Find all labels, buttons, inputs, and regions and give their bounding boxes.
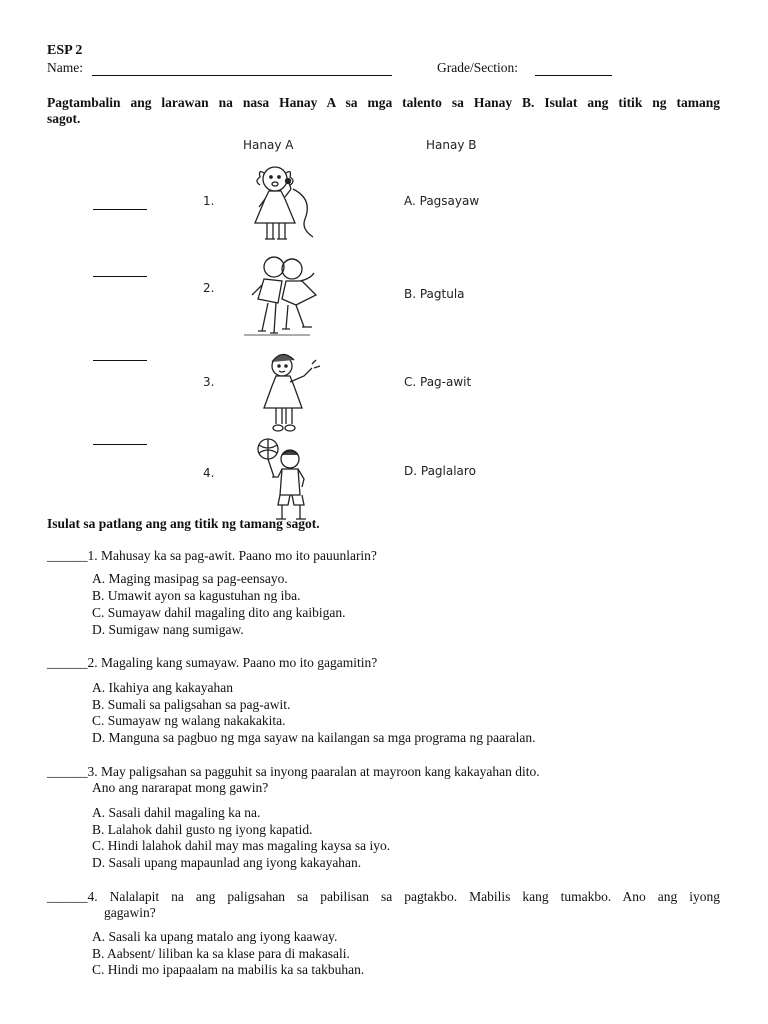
question-text: 4. Nalalapit na ang paligsahan sa pabilisan sa pagtakbo. Mabilis kang tumakbo. Ano ang iyong xyxy=(87,889,720,904)
name-label: Name: xyxy=(47,60,83,75)
subject-title: ESP 2 xyxy=(47,43,83,58)
answer-blank[interactable]: ______ xyxy=(47,548,88,563)
q3-option-b: B. Lalahok dahil gusto ng iyong kapatid. xyxy=(92,822,313,837)
answer-blank[interactable]: ______ xyxy=(47,655,88,670)
question-3 xyxy=(47,764,540,780)
two-children-dancing-icon xyxy=(240,253,330,337)
question-1 xyxy=(47,548,377,564)
choice-c: C. Pag-awit xyxy=(404,375,472,389)
question-2 xyxy=(47,655,377,671)
column-b-header: Hanay B xyxy=(426,138,477,152)
boy-spinning-ball-icon xyxy=(256,437,324,523)
girl-singing-icon xyxy=(245,163,325,245)
item-number-1: 1. xyxy=(203,194,215,208)
item-number-4: 4. xyxy=(203,466,215,480)
q2-option-b: B. Sumali sa paligsahan sa pag-awit. xyxy=(92,697,291,712)
question-text: 2. Magaling kang sumayaw. Paano mo ito gagamitin? xyxy=(87,655,378,670)
q2-option-a: A. Ikahiya ang kakayahan xyxy=(92,680,233,695)
choice-d: D. Paglalaro xyxy=(404,464,476,478)
matching-blank-4[interactable] xyxy=(93,444,147,445)
q1-option-d: D. Sumigaw nang sumigaw. xyxy=(92,622,244,637)
answer-blank[interactable]: ______ xyxy=(47,889,88,904)
grade-section-blank[interactable] xyxy=(535,75,612,76)
name-blank[interactable] xyxy=(92,75,392,76)
girl-reciting-icon xyxy=(260,352,326,436)
q1-option-c: C. Sumayaw dahil magaling dito ang kaibigan. xyxy=(92,605,346,620)
item-number-2: 2. xyxy=(203,281,215,295)
part2-instruction: Isulat sa patlang ang ang titik ng tamang sagot. xyxy=(47,516,320,531)
grade-section-label: Grade/Section: xyxy=(437,60,518,75)
question-4 xyxy=(47,889,720,905)
matching-instruction-line1: Pagtambalin ang larawan na nasa Hanay A sa mga talento sa Hanay B. Isulat ang titik ng tamang xyxy=(47,95,720,110)
q1-option-a: A. Maging masipag sa pag-eensayo. xyxy=(92,571,288,586)
q4-option-b: B. Aabsent/ liliban ka sa klase para di makasali. xyxy=(92,946,350,961)
q2-option-c: C. Sumayaw ng walang nakakakita. xyxy=(92,713,286,728)
q4-option-a: A. Sasali ka upang matalo ang iyong kaaway. xyxy=(92,929,338,944)
choice-a: A. Pagsayaw xyxy=(404,194,480,208)
matching-blank-1[interactable] xyxy=(93,209,147,210)
q3-option-a: A. Sasali dahil magaling ka na. xyxy=(92,805,261,820)
answer-blank[interactable]: ______ xyxy=(47,764,88,779)
question-text: 3. May paligsahan sa pagguhit sa inyong paaralan at mayroon kang kakayahan dito. xyxy=(87,764,540,779)
item-number-3: 3. xyxy=(203,375,215,389)
question-3-line2: Ano ang nararapat mong gawin? xyxy=(92,780,269,795)
q1-option-b: B. Umawit ayon sa kagustuhan ng iba. xyxy=(92,588,301,603)
q4-option-c: C. Hindi mo ipapaalam na mabilis ka sa takbuhan. xyxy=(92,962,365,977)
q3-option-d: D. Sasali upang mapaunlad ang iyong kakayahan. xyxy=(92,855,362,870)
q3-option-c: C. Hindi lalahok dahil may mas magaling kaysa sa iyo. xyxy=(92,838,391,853)
column-a-header: Hanay A xyxy=(243,138,294,152)
q2-option-d: D. Manguna sa pagbuo ng mga sayaw na kailangan sa mga programa ng paaralan. xyxy=(92,730,536,745)
question-4-line2: gagawin? xyxy=(104,905,156,920)
matching-blank-2[interactable] xyxy=(93,276,147,277)
choice-b: B. Pagtula xyxy=(404,287,465,301)
matching-blank-3[interactable] xyxy=(93,360,147,361)
question-text: 1. Mahusay ka sa pag-awit. Paano mo ito pauunlarin? xyxy=(87,548,377,563)
matching-instruction-line2: sagot. xyxy=(47,111,81,126)
